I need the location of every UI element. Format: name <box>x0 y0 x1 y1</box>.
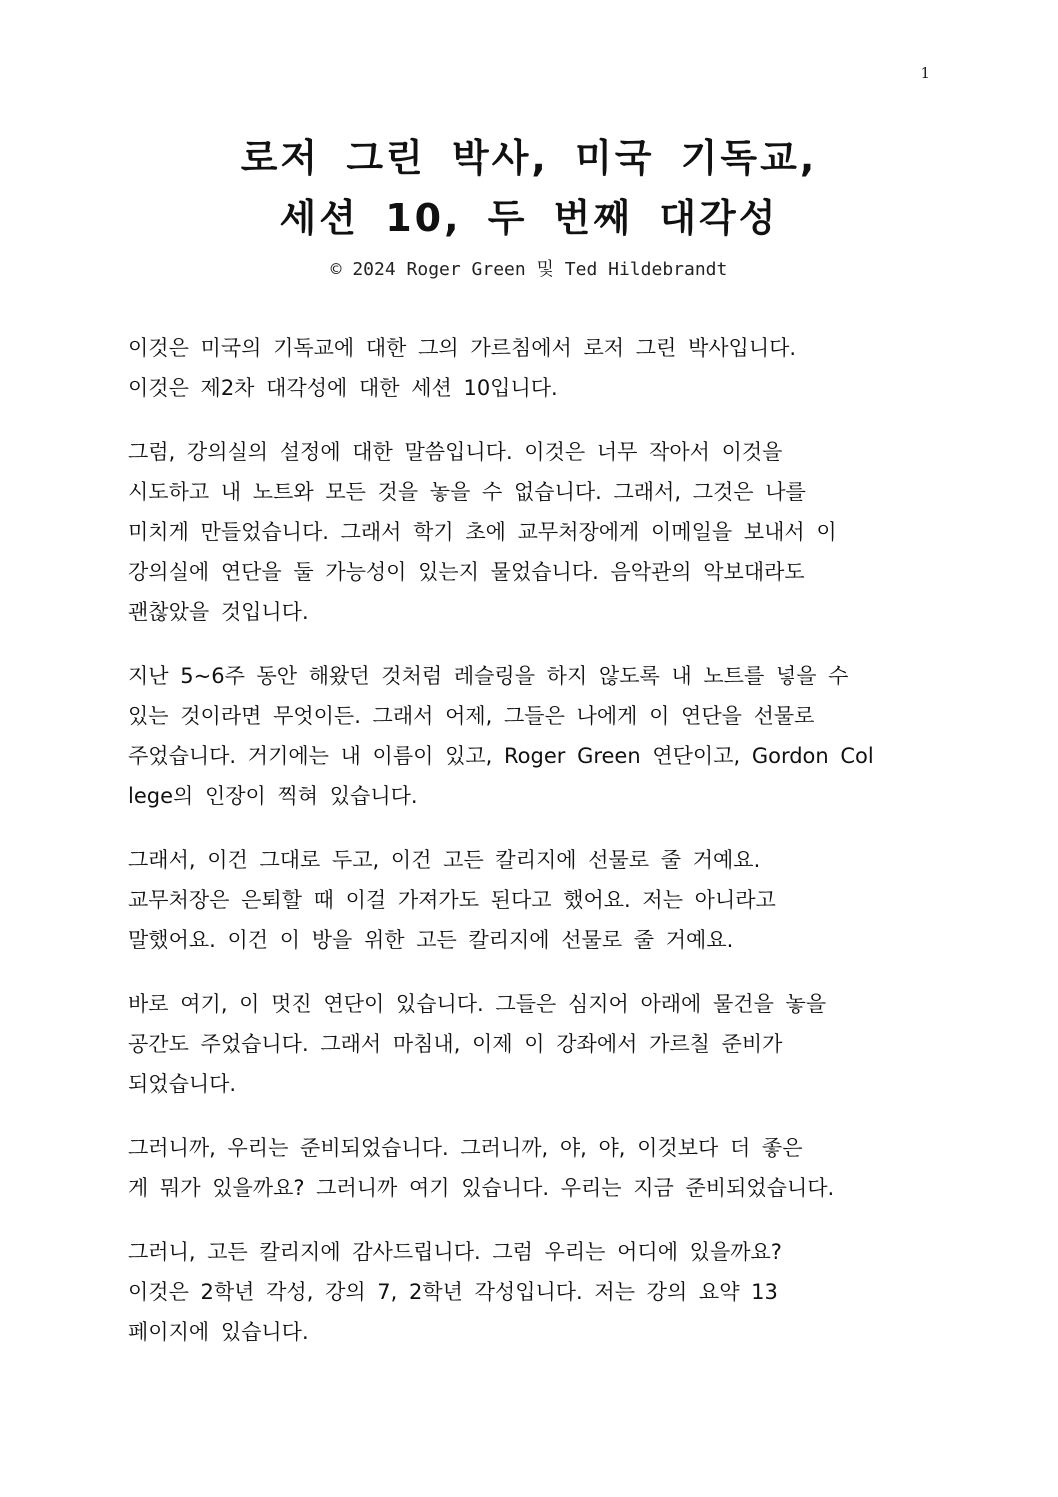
paragraph-1 <box>128 328 928 408</box>
text-line: 시도하고 내 노트와 모든 것을 놓을 수 없습니다. 그래서, 그것은 나를 <box>128 480 806 504</box>
text-line: 페이지에 있습니다. <box>128 1320 309 1344</box>
text-line: 그러니까, 우리는 준비되었습니다. 그러니까, 야, 야, 이것보다 더 좋은 <box>128 1136 803 1160</box>
text-line: lege의 인장이 찍혀 있습니다. <box>128 784 418 808</box>
text-line: 되었습니다. <box>128 1072 237 1096</box>
text-line: 교무처장은 은퇴할 때 이걸 가져가도 된다고 했어요. 저는 아니라고 <box>128 888 776 912</box>
paragraph-6 <box>128 1128 928 1208</box>
text-line: 그래서, 이건 그대로 두고, 이건 고든 칼리지에 선물로 줄 거예요. <box>128 848 761 872</box>
paragraph-4 <box>128 840 928 960</box>
text-line: 말했어요. 이건 이 방을 위한 고든 칼리지에 선물로 줄 거예요. <box>128 928 734 952</box>
document-body <box>128 328 928 1376</box>
text-line: 괜찮았을 것입니다. <box>128 600 309 624</box>
paragraph-2 <box>128 432 928 632</box>
text-line: 지난 5~6주 동안 해왔던 것처럼 레슬링을 하지 않도록 내 노트를 넣을 수 <box>128 664 849 688</box>
text-line: 주었습니다. 거기에는 내 이름이 있고, Roger Green 연단이고, Gordon Col <box>128 744 874 768</box>
title-block <box>0 128 1058 284</box>
text-line: 미치게 만들었습니다. 그래서 학기 초에 교무처장에게 이메일을 보내서 이 <box>128 520 837 544</box>
text-line: 그럼, 강의실의 설정에 대한 말씀입니다. 이것은 너무 작아서 이것을 <box>128 440 783 464</box>
paragraph-7 <box>128 1232 928 1352</box>
text-line: 그러니, 고든 칼리지에 감사드립니다. 그럼 우리는 어디에 있을까요? <box>128 1240 782 1264</box>
text-line: 강의실에 연단을 둘 가능성이 있는지 물었습니다. 음악관의 악보대라도 <box>128 560 805 584</box>
text-line: 게 뭐가 있을까요? 그러니까 여기 있습니다. 우리는 지금 준비되었습니다. <box>128 1176 835 1200</box>
text-line: 이것은 제2차 대각성에 대한 세션 10입니다. <box>128 376 558 400</box>
text-line: 공간도 주었습니다. 그래서 마침내, 이제 이 강좌에서 가르칠 준비가 <box>128 1032 783 1056</box>
title-line-2: 세션 10, 두 번째 대각성 <box>279 196 779 240</box>
paragraph-3 <box>128 656 928 816</box>
text-line: 이것은 2학년 각성, 강의 7, 2학년 각성입니다. 저는 강의 요약 13 <box>128 1280 778 1304</box>
title-line-1: 로저 그린 박사, 미국 기독교, <box>240 136 818 180</box>
text-line: 이것은 미국의 기독교에 대한 그의 가르침에서 로저 그린 박사입니다. <box>128 336 797 360</box>
page-number: 1 <box>920 64 930 82</box>
paragraph-5 <box>128 984 928 1104</box>
copyright-notice: © 2024 Roger Green 및 Ted Hildebrandt <box>330 259 728 280</box>
text-line: 있는 것이라면 무엇이든. 그래서 어제, 그들은 나에게 이 연단을 선물로 <box>128 704 815 728</box>
text-line: 바로 여기, 이 멋진 연단이 있습니다. 그들은 심지어 아래에 물건을 놓을 <box>128 992 827 1016</box>
